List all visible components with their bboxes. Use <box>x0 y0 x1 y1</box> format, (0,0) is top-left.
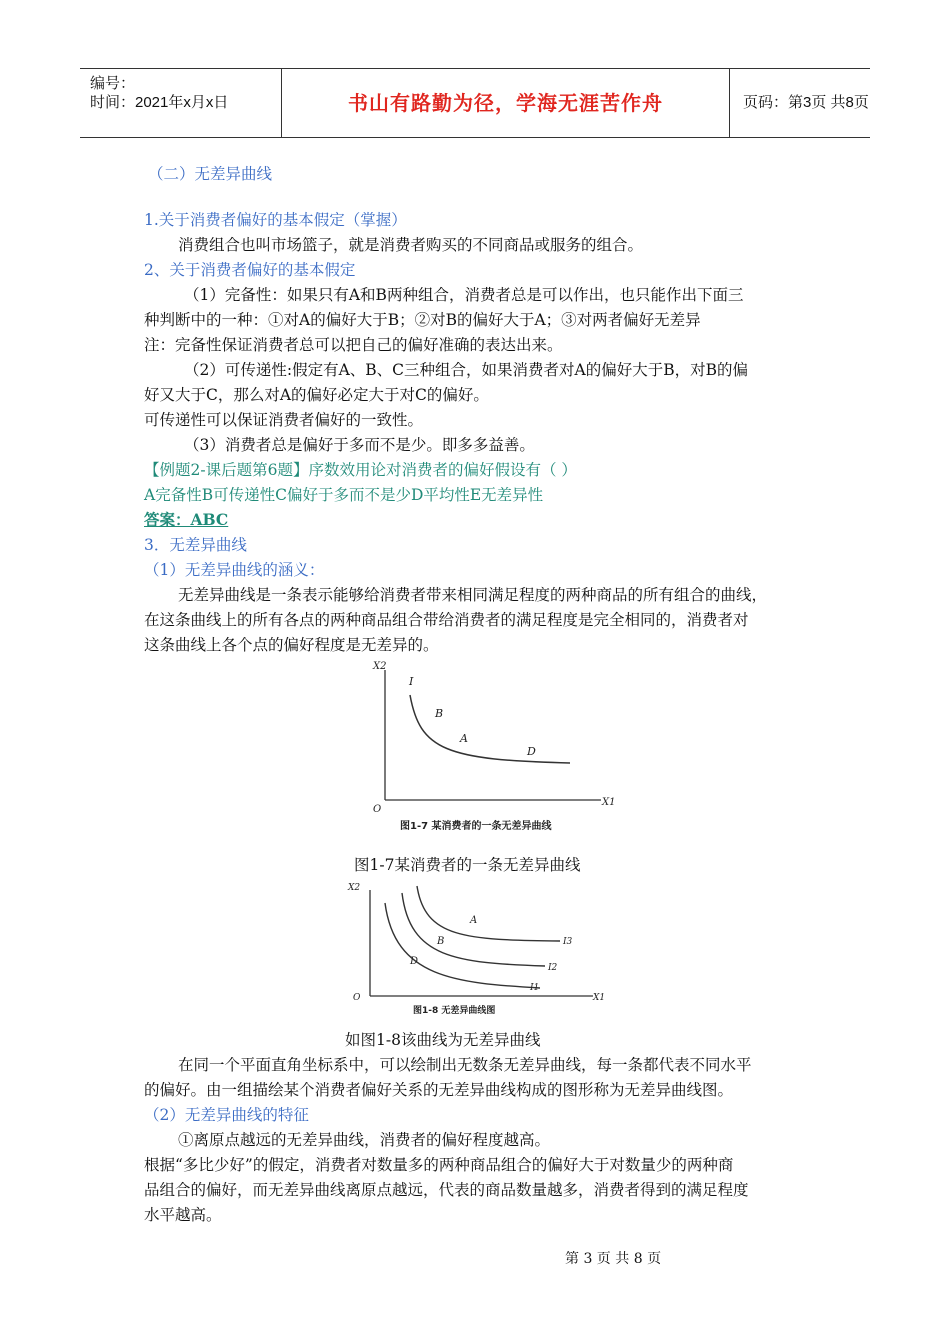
paragraph: 的偏好。由一组描绘某个消费者偏好关系的无差异曲线构成的图形称为无差异曲线图。 <box>144 1081 734 1099</box>
figure-inner-caption: 图1-8 无差异曲线图 <box>413 1006 496 1016</box>
paragraph: 可传递性可以保证消费者偏好的一致性。 <box>144 411 424 429</box>
y-axis-label: X2 <box>373 661 387 672</box>
time-label: 时间：2021年x月x日 <box>90 94 229 111</box>
point-label: D <box>410 956 419 967</box>
indifference-curve <box>410 695 570 763</box>
example-question: 【例题2-课后题第6题】序数效用论对消费者的偏好假设有（ ） <box>144 461 577 479</box>
header-meta <box>80 69 280 137</box>
header-motto: 书山有路勤为径，学海无涯苦作舟 <box>281 69 730 137</box>
paragraph: 种判断中的一种：①对A的偏好大于B；②对B的偏好大于A；③对两者偏好无差异 <box>144 311 701 329</box>
indifference-curve-i3 <box>417 886 560 941</box>
figure-1-8 <box>345 878 615 1018</box>
paragraph: 消费组合也叫市场篮子，就是消费者购买的不同商品或服务的组合。 <box>178 236 644 254</box>
paragraph: 在这条曲线上的所有各点的两种商品组合带给消费者的满足程度是完全相同的，消费者对 <box>144 611 749 629</box>
figure-1-caption: 图1-7某消费者的一条无差异曲线 <box>354 856 581 874</box>
paragraph: （3）消费者总是偏好于多而不是少。即多多益善。 <box>184 436 535 454</box>
point-label: B <box>435 707 444 720</box>
paragraph: 注：完备性保证消费者总可以把自己的偏好准确的表达出来。 <box>144 336 563 354</box>
curve-label: I3 <box>563 937 573 947</box>
example-answer: 答案：ABC <box>144 510 229 529</box>
paragraph: （2）可传递性:假定有A、B、C三种组合，如果消费者对A的偏好大于B，对B的偏 <box>184 361 749 379</box>
curve-label: I1 <box>530 983 540 993</box>
curve-label: I2 <box>548 963 558 973</box>
indifference-curve-i1 <box>385 903 540 988</box>
paragraph: 在同一个平面直角坐标系中，可以绘制出无数条无差异曲线，每一条都代表不同水平 <box>178 1056 752 1074</box>
paragraph: 根据“多比少好”的假定，消费者对数量多的两种商品组合的偏好大于对数量少的两种商 <box>144 1156 734 1174</box>
heading-1: 1.关于消费者偏好的基本假定（掌握） <box>144 211 407 229</box>
heading-2: 2、关于消费者偏好的基本假定 <box>144 261 356 279</box>
point-label: B <box>437 936 445 947</box>
paragraph: 水平越高。 <box>144 1206 222 1224</box>
paragraph: （1）完备性：如果只有A和B两种组合，消费者总是可以作出，也只能作出下面三 <box>184 286 744 304</box>
example-options: A完备性B可传递性C偏好于多而不是少D平均性E无差异性 <box>144 486 544 504</box>
header-page-info: 页码：第3页 共8页 <box>743 94 869 111</box>
paragraph: ①离原点越远的无差异曲线，消费者的偏好程度越高。 <box>178 1131 551 1149</box>
heading-3b: （2）无差异曲线的特征 <box>144 1106 309 1124</box>
figure-inner-caption: 图1-7 某消费者的一条无差异曲线 <box>400 821 552 832</box>
point-label: A <box>470 915 478 926</box>
indifference-curve-i2 <box>402 893 545 966</box>
y-axis-label: X2 <box>348 883 361 893</box>
figure-1-7 <box>365 655 620 840</box>
heading-3: 3．无差异曲线 <box>144 536 247 554</box>
paragraph: 这条曲线上各个点的偏好程度是无差异的。 <box>144 636 439 654</box>
x-axis-label: X1 <box>602 797 616 808</box>
page-header <box>80 68 870 138</box>
paragraph: 品组合的偏好，而无差异曲线离原点越远，代表的商品数量越多，消费者得到的满足程度 <box>144 1181 749 1199</box>
page-footer: 第 3 页 共 8 页 <box>565 1251 662 1267</box>
section-title: （二）无差异曲线 <box>148 165 273 183</box>
code-label: 编号： <box>90 75 136 92</box>
curve-label: I <box>409 675 414 688</box>
point-label: A <box>460 732 468 745</box>
origin-label: O <box>353 993 361 1003</box>
paragraph: 好又大于C，那么对A的偏好必定大于对C的偏好。 <box>144 386 489 404</box>
figure-2-caption: 如图1-8该曲线为无差异曲线 <box>345 1031 541 1049</box>
point-label: D <box>527 745 536 758</box>
x-axis-label: X1 <box>593 993 606 1003</box>
origin-label: O <box>373 804 382 815</box>
heading-3a: （1）无差异曲线的涵义： <box>144 561 325 579</box>
paragraph: 无差异曲线是一条表示能够给消费者带来相同满足程度的两种商品的所有组合的曲线， <box>178 586 768 604</box>
